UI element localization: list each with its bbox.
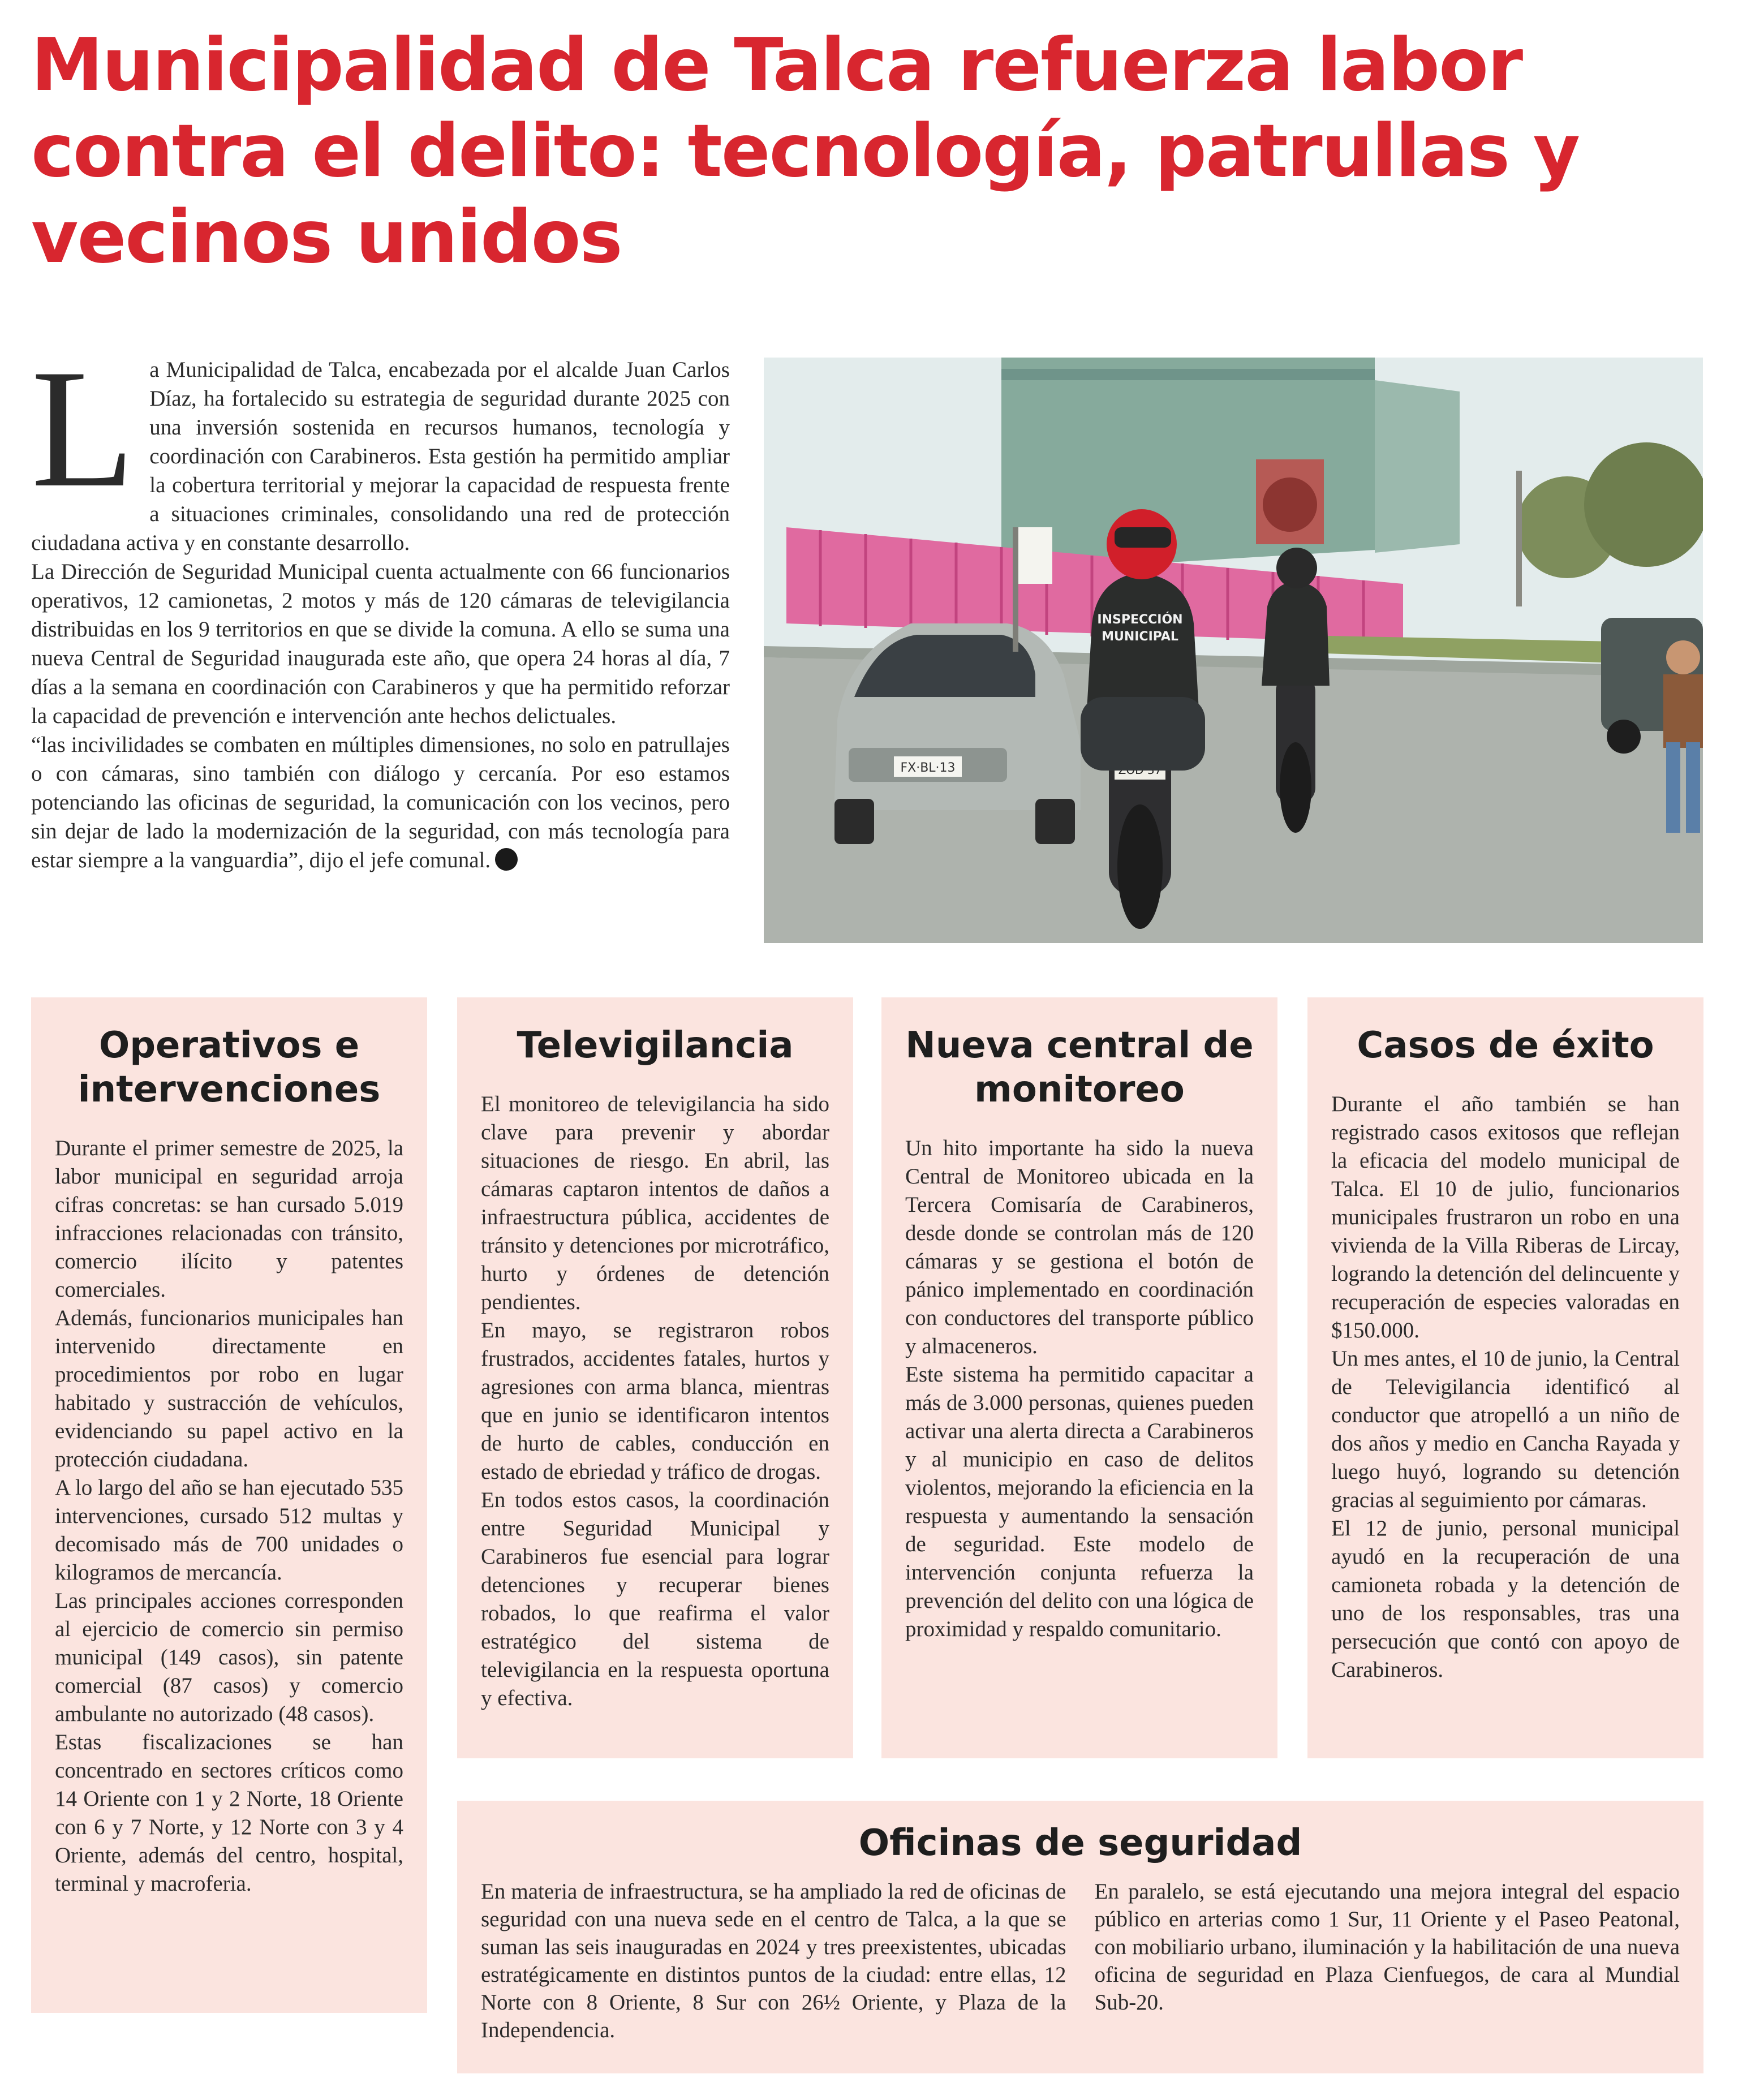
- box-paragraph: Además, funcionarios municipales han intervenido directamente en procedimientos por robo en lugar habitado y sustracción de vehículos, evidenciando su papel activo en la protección ciudadana.: [55, 1306, 403, 1471]
- box-paragraph: Un mes antes, el 10 de junio, la Central de Televigilancia identificó al conductor que atropelló a un niño de dos años y medio en Cancha Rayada y luego huyó, logrando su detención gracias al seguimiento por cámaras.: [1331, 1346, 1680, 1512]
- vest-text-1: INSPECCIÓN: [1097, 613, 1183, 627]
- box-paragraph: A lo largo del año se han ejecutado 535 intervenciones, cursado 512 multas y decomisado más de 700 unidades o kilogramos de mercancía.: [55, 1475, 403, 1585]
- box-title: Oficinas de seguridad: [858, 1822, 1302, 1864]
- box-title: Casos de éxito: [1357, 1025, 1654, 1066]
- box-paragraph: El monitoreo de televigilancia ha sido clave para prevenir y abordar situaciones de riesgo. En abril, las cámaras captaron intentos de daños a infraestructura pública, accidentes de tránsito y detenciones por microtráfico, hurto y órdenes de detención pendientes.: [481, 1092, 829, 1314]
- intro-text: [31, 334, 730, 955]
- box-title: Nueva central de monitoreo: [905, 1025, 1254, 1111]
- vest-text-2: MUNICIPAL: [1102, 630, 1178, 644]
- drop-cap: L: [31, 334, 135, 522]
- headline: Municipalidad de Talca refuerza labor contra el delito: tecnología, patrullas y vecinos unidos: [31, 23, 1580, 279]
- box-paragraph: En mayo, se registraron robos frustrados, accidentes fatales, hurtos y agresiones con arma blanca, mientras que en junio se identificaron intentos de hurto de cables, conducción en estado de ebriedad y tráfico de drogas.: [481, 1318, 829, 1484]
- box-paragraph: Un hito importante ha sido la nueva Central de Monitoreo ubicada en la Tercera Comisaría de Carabineros, desde donde se controlan más de 120 cámaras y se gestiona el botón de pánico implementado en coordinación con conductores del transporte público y almaceneros.: [905, 1136, 1254, 1358]
- sidebar-oficinas: [457, 1801, 1703, 2073]
- box-paragraph: Durante el primer semestre de 2025, la labor municipal en seguridad arroja cifras concretas: se han cursado 5.019 infracciones relacionadas con tránsito, comercio ilícito y patentes comerciales.: [55, 1136, 403, 1302]
- intro-paragraph: La Dirección de Seguridad Municipal cuenta actualmente con 66 funcionarios operativos, 12 camionetas, 2 motos y más de 120 cámaras de televigilancia distribuidas en los 9 territorios en que se divide la comuna. A ello se suma una nueva Central de Seguridad inaugurada este año, que opera 24 horas al día, 7 días a la semana en coordinación con Carabineros y que ha permitido reforzar la capacidad de prevención e intervención ante hechos delictuales.: [31, 560, 730, 728]
- box-paragraph: Las principales acciones corresponden al ejercicio de comercio sin permiso municipal (149 casos), sin patente comercial (87 casos) y comercio ambulante no autorizado (48 casos).: [55, 1589, 403, 1726]
- sidebar-central-monitoreo: [881, 997, 1277, 1758]
- box-paragraph: En materia de infraestructura, se ha ampliado la red de oficinas de seguridad con una nueva sede en el centro de Talca, a la que se suman las seis inauguradas en 2024 y tres preexistentes, ubicadas estratégicamente en distintos puntos de la ciudad: entre ellas, 12 Norte con 8 Oriente, 8 Sur con 26½ Oriente, y Plaza de la Independencia.: [481, 1879, 1066, 2042]
- news-photo: [764, 358, 1703, 943]
- intro-paragraph: “las incivilidades se combaten en múltiples dimensiones, no solo en patrullajes o con cámaras, sino también con diálogo y cercanía. Por eso estamos potenciando las oficinas de seguridad, la comunicación con los vecinos, pero sin dejar de lado la modernización de la seguridad, con más tecnología para estar siempre a la vanguardia”, dijo el jefe comunal.: [31, 733, 730, 872]
- sidebar-casos-exito: [1307, 997, 1703, 1758]
- box-paragraph: Durante el año también se han registrado casos exitosos que reflejan la eficacia del modelo municipal de Talca. El 10 de julio, funcionarios municipales frustraron un robo en una vivienda de la Villa Riberas de Lircay, logrando la detención del delincuente y recuperación de especies valoradas en $150.000.: [1331, 1092, 1680, 1342]
- box-paragraph: El 12 de junio, personal municipal ayudó en la recuperación de una camioneta robada y la detención de uno de los responsables, tras una persecución que contó con apoyo de Carabineros.: [1331, 1516, 1680, 1682]
- box-paragraph: Estas fiscalizaciones se han concentrado en sectores críticos como 14 Oriente con 1 y 2 Norte, 18 Oriente con 6 y 7 Norte, y 12 Norte con 3 y 4 Oriente, además del centro, hospital, terminal y macroferia.: [55, 1730, 403, 1896]
- box-paragraph: En todos estos casos, la coordinación entre Seguridad Municipal y Carabineros fue esencial para lograr detenciones y recuperar bienes robados, lo que reafirma el valor estratégico del sistema de televigilancia en la respuesta oportuna y efectiva.: [481, 1488, 829, 1710]
- car-plate: FX·BL·13: [900, 761, 956, 775]
- box-title: Operativos e intervenciones: [78, 1025, 381, 1111]
- box-title: Televigilancia: [517, 1025, 794, 1066]
- end-mark-icon: [495, 848, 518, 871]
- sidebar-operativos: [31, 997, 427, 2013]
- sidebar-televigilancia: [457, 997, 853, 1758]
- intro-paragraph: a Municipalidad de Talca, encabezada por el alcalde Juan Carlos Díaz, ha fortalecido su estrategia de seguridad durante 2025 con una inversión sostenida en recursos humanos, tecnología y coordinación con Carabineros. Esta gestión ha permitido ampliar la cobertura territorial y mejorar la capacidad de respuesta frente a situaciones criminales, consolidando una red de protección ciudadana activa y en constante desarrollo.: [31, 358, 730, 555]
- box-paragraph: Este sistema ha permitido capacitar a más de 3.000 personas, quienes pueden activar una alerta directa a Carabineros y al municipio en caso de delitos violentos, mejorando la eficiencia en la respuesta y aumentando la sensación de seguridad. Este modelo de intervención conjunta refuerza la prevención del delito con una lógica de proximidad y respaldo comunitario.: [905, 1362, 1254, 1641]
- box-paragraph: En paralelo, se está ejecutando una mejora integral del espacio público en arterias como 1 Sur, 11 Oriente y el Paseo Peatonal, con mobiliario urbano, iluminación y la habilitación de una nueva oficina de seguridad en Plaza Cienfuegos, de cara al Mundial Sub-20.: [1094, 1879, 1680, 2015]
